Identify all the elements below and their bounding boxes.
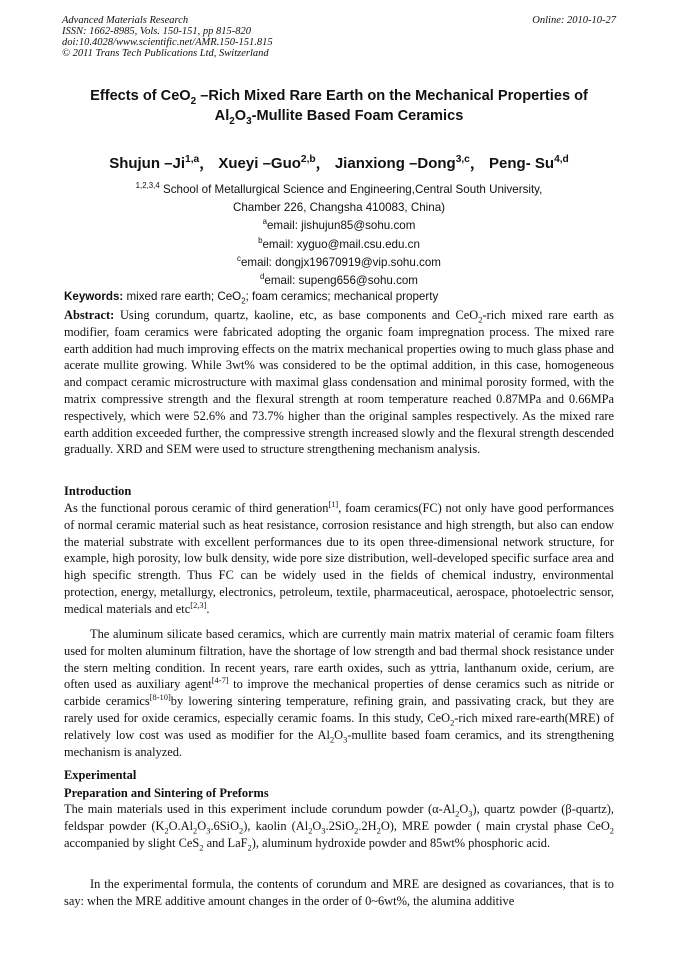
intro-heading: Introduction bbox=[64, 484, 132, 498]
journal-issn: ISSN: 1662-8985, Vols. 150-151, pp 815-820 bbox=[62, 26, 251, 37]
paper-title bbox=[40, 86, 638, 126]
keywords bbox=[64, 289, 614, 306]
intro-paragraph-2: The aluminum silicate based ceramics, which are currently main matrix material of ceramic foam filters used for molten aluminum filtration, have the shortage of low strength and bad thermal shock resistance under the stern melting condition. In recent years, rare earth oxides, such as yttria, lanthanum oxide, cerium, are often used as auxiliary agent[4-7] to improve the mechanical properties of dense ceramics such as nitride or carbide ceramics[8-10]by lowering sintering temperature, refining grain, and passivating crack, but they are rarely used for oxide ceramics, especially ceramic foams. In this study, CeO$_2$-rich mixed rare-earth(MRE) of relatively low cost was used as modifier for the $Al_2O_3$-mullite based foam ceramics, and its strengthening mechanism is analyzed. bbox=[64, 627, 614, 759]
title-sub: 2 bbox=[190, 95, 197, 107]
title-text: –Rich Mixed Rare Earth on the Mechanical Properties of bbox=[196, 88, 588, 104]
keywords-sub: 2 bbox=[241, 296, 246, 306]
email-line: $^d$email: supeng656@sohu.com bbox=[260, 272, 418, 288]
author: Shujun –Ji$^{1,a}$ bbox=[109, 154, 200, 172]
author: Xueyi –Guo$^{2,b}$ bbox=[218, 154, 316, 172]
journal-name: Advanced Materials Research bbox=[62, 15, 189, 26]
title-sub: 2 bbox=[229, 115, 235, 127]
citation: [1] bbox=[328, 498, 339, 509]
author: Peng- Su$^{4,d}$ bbox=[489, 154, 569, 172]
affiliation-sup: 1,2,3,4 bbox=[135, 181, 160, 191]
keywords-label: Keywords: bbox=[64, 290, 124, 303]
affiliation-line: School of Metallurgical Science and Engineering,Central South University, bbox=[159, 183, 543, 196]
intro-paragraph-1: As the functional porous ceramic of third generation[1], foam ceramics(FC) not only have good performances of normal ceramic material such as heat resistance, corrosion resistance and high strength, but also can endow the material substrate with excellent performances due to its open three-dimensional network structure, for example, high porosity, low bulk density, wide pore size distribution, well-developed specific surface area and high specific strength. Thus FC can be widely used in the fields of chemical industry, environmental protection, energy, metallurgy, electronics, petroleum, textile, pharmaceutical, aerospace, photoelectric sensor, medical materials and etc[2,3]. bbox=[64, 498, 614, 616]
abstract-label: Abstract: bbox=[64, 308, 115, 322]
author-list bbox=[0, 152, 678, 173]
title-text: Al bbox=[214, 108, 230, 124]
email-line: $^a$email: jishujun85@sohu.com bbox=[262, 217, 416, 233]
abstract-text: Using corundum, quartz, kaoline, etc, as base components and CeO bbox=[114, 308, 479, 322]
experimental-paragraph-2: In the experimental formula, the contents of corundum and MRE are designed as covariances, that is to say: when the MRE additive amount changes in the order of 0~6wt%, the alumina additive bbox=[64, 877, 614, 908]
author: Jianxiong –Dong$^{3,c}$ bbox=[334, 154, 470, 172]
journal-doi: doi:10.4028/www.scientific.net/AMR.150-151.815 bbox=[62, 37, 273, 48]
author-separator: ， bbox=[469, 155, 485, 172]
journal-header bbox=[62, 15, 616, 59]
affiliation bbox=[60, 181, 618, 290]
keywords-text: mixed rare earth; CeO bbox=[123, 290, 242, 303]
affiliation-line: Chamber 226, Changsha 410083, China) bbox=[232, 201, 446, 215]
citation: [4-7] bbox=[211, 675, 229, 686]
experimental-heading: Experimental bbox=[64, 768, 137, 782]
journal-copyright: © 2011 Trans Tech Publications Ltd, Switzerland bbox=[62, 48, 269, 59]
email-line: $^b$email: xyguo@mail.csu.edu.cn bbox=[258, 235, 420, 251]
abstract-sub: 2 bbox=[478, 314, 483, 325]
author-separator: ， bbox=[315, 155, 331, 172]
email-line: $^c$email: dongjx19670919@vip.sohu.com bbox=[237, 253, 441, 269]
title-text: -Mullite Based Foam Ceramics bbox=[251, 108, 464, 124]
preparation-subheading: Preparation and Sintering of Preforms bbox=[64, 786, 269, 800]
title-sub: 3 bbox=[246, 115, 252, 127]
experimental-paragraph-1: The main materials used in this experiment include corundum powder $(\alpha-Al_2O_3)$, quartz powder (β-quartz), feldspar powder $(K_2O.Al_2O_3.6SiO_2)$, kaolin $(Al_2O_3.2SiO_2.2H_2O)$, MRE powder ( main crystal phase CeO$_2$ accompanied by slight CeS$_2$ and LaF$_2$), aluminum hydroxide powder and 85wt% phosphoric acid. bbox=[64, 802, 615, 853]
abstract bbox=[64, 307, 614, 458]
abstract-text: -rich mixed rare earth as modifier, foam ceramics were fabricated adopting the organic foam impregnation process. The mixed rare earth addition had much improving effects on the matrix mechanical properties owing to much glass phase and acerate mullite growing. While 3wt% was considered to be the optimal addition, in this case, homogeneous and compact ceramic microstructure with maximal glass condensation and minimal porosity formed, with the matrix compressive strength and the flexural strength at room temperature reached 0.87MPa and 0.66MPa respectively, which were 52.6% and 73.7% higher than the original samples respectively. As the mixed rare earth addition exceeded further, the compressive strength increased slowly and the flexural strength descended gradually. XRD and SEM were used to structure strengthening mechanism analysis. bbox=[64, 308, 614, 457]
author-separator: ， bbox=[199, 155, 215, 172]
online-date: Online: 2010-10-27 bbox=[532, 15, 616, 26]
keywords-text: ; foam ceramics; mechanical property bbox=[245, 290, 439, 303]
title-text: O bbox=[234, 108, 247, 124]
title-text: Effects of CeO bbox=[90, 88, 191, 104]
citation: [2,3] bbox=[190, 599, 207, 610]
citation: [8-10] bbox=[149, 692, 171, 703]
